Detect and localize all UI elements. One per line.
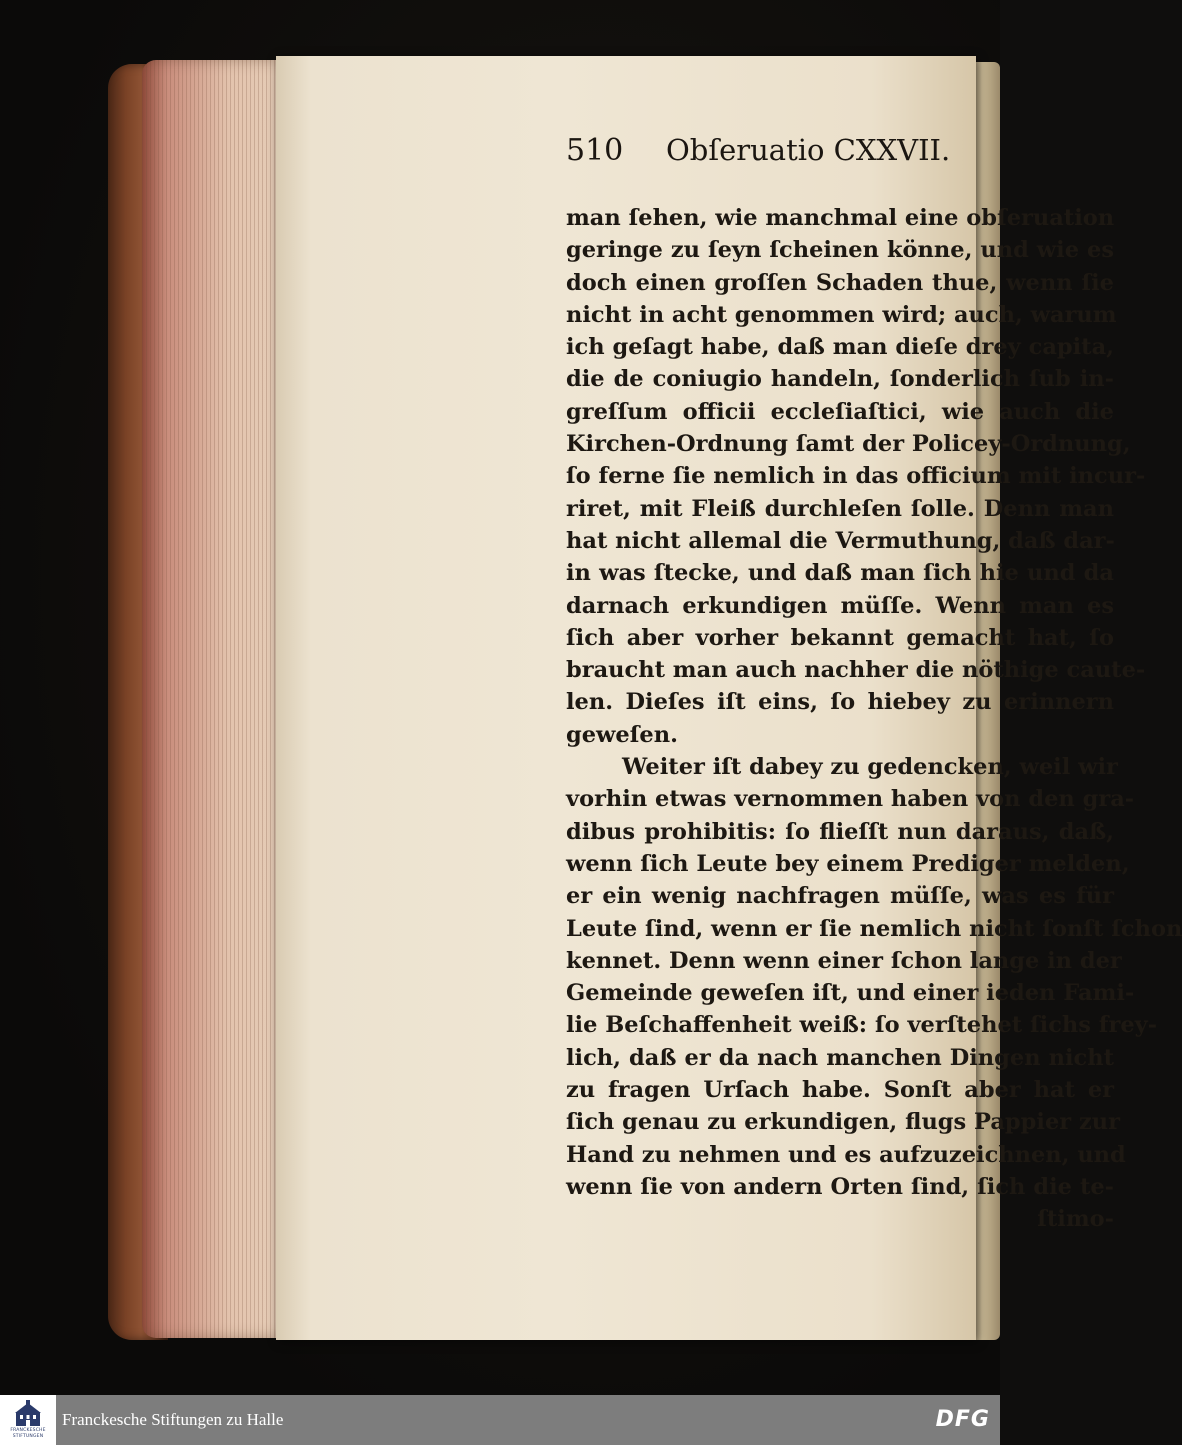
text-line: ſich aber vorher bekannt gemacht hat, ſo (566, 624, 1114, 651)
text-line: in was ſtecke, und daß man ſich hie und da (566, 560, 1114, 587)
text-line: len. Dieſes iſt eins, ſo hiebey zu erinnern (566, 689, 1114, 716)
running-title: Obſeruatio CXXVII. (666, 133, 951, 167)
text-line: hat nicht allemal die Vermuthung, daß dar- (566, 527, 1115, 554)
text-line: er ein wenig nachfragen müſſe, was es für (566, 883, 1114, 910)
text-line: vorhin etwas vernommen haben von den gra- (566, 786, 1135, 813)
text-line: Gemeinde geweſen iſt, und einer ieden Fami- (566, 980, 1135, 1007)
catchword: ſtimo- (1037, 1206, 1114, 1233)
text-line: Kirchen-Ordnung ſamt der Policey-Ordnung, (566, 431, 1131, 458)
text-line: lich, daß er da nach manchen Dingen nicht (566, 1044, 1114, 1071)
text-line: ſich genau zu erkundigen, flugs Pappier zur (566, 1109, 1120, 1136)
text-line: Leute ſind, wenn er ſie nemlich nicht ſonſt ſchon (566, 915, 1182, 942)
text-line: kennet. Denn wenn einer ſchon lange in der (566, 947, 1122, 974)
text-line: Hand zu nehmen und es aufzuzeichnen, und (566, 1141, 1126, 1168)
text-line: ich geſagt habe, daß man dieſe drey capita, (566, 334, 1114, 361)
text-line: ſo ferne ſie nemlich in das officium mit incur- (566, 463, 1146, 490)
book (108, 56, 1182, 1346)
text-line: lie Beſchaffenheit weiß: ſo verſtehet ſichs frey- (566, 1012, 1158, 1039)
text-line: braucht man auch nachher die nöthige caute- (566, 657, 1146, 684)
footer-bar (0, 1395, 1000, 1445)
paragraph-start-line: Weiter iſt dabey zu gedencken, weil wir (622, 754, 1118, 781)
text-line: geweſen. (566, 721, 678, 748)
text-line: die de coniugio handeln, ſonderlich ſub in- (566, 366, 1114, 393)
text-line: riret, mit Fleiß durchleſen ſolle. Denn man (566, 495, 1114, 522)
text-line: wenn ſich Leute bey einem Prediger melden, (566, 850, 1130, 877)
logo-caption (0, 1428, 56, 1440)
text-line: wenn ſie von andern Orten ſind, ſich die te- (566, 1173, 1114, 1200)
page-number: 510 (566, 133, 624, 168)
dfg-logo-link[interactable]: DFG (935, 1407, 990, 1432)
text-line: dibus prohibitis: ſo flieſſt nun daraus, daß, (566, 818, 1114, 845)
text-line: zu fragen Urſach habe. Sonſt aber hat er (566, 1077, 1114, 1104)
text-line: man ſehen, wie manchmal eine obſeruation (566, 205, 1115, 231)
text-line: greſſum officii eccleſiaſtici, wie auch die (566, 398, 1114, 425)
institution-logo-link[interactable] (0, 1395, 56, 1445)
institution-name: Franckesche Stiftungen zu Halle (62, 1410, 284, 1429)
orphanage-building-icon (14, 1400, 42, 1428)
body-text (566, 202, 1182, 1236)
logo-caption-line-2: STIFTUNGEN (12, 1434, 44, 1439)
text-line: nicht in acht genommen wird; auch, warum (566, 301, 1117, 328)
text-line: geringe zu ſeyn ſcheinen könne, und wie es (566, 237, 1114, 264)
logo-caption-line-1: FRANCKESCHE (10, 1428, 46, 1433)
running-head (566, 128, 1086, 172)
text-line: darnach erkundigen müſſe. Wenn man es (566, 592, 1114, 619)
book-page (276, 56, 1182, 1340)
text-line: doch einen groſſen Schaden thue, wenn ſie (566, 269, 1114, 296)
